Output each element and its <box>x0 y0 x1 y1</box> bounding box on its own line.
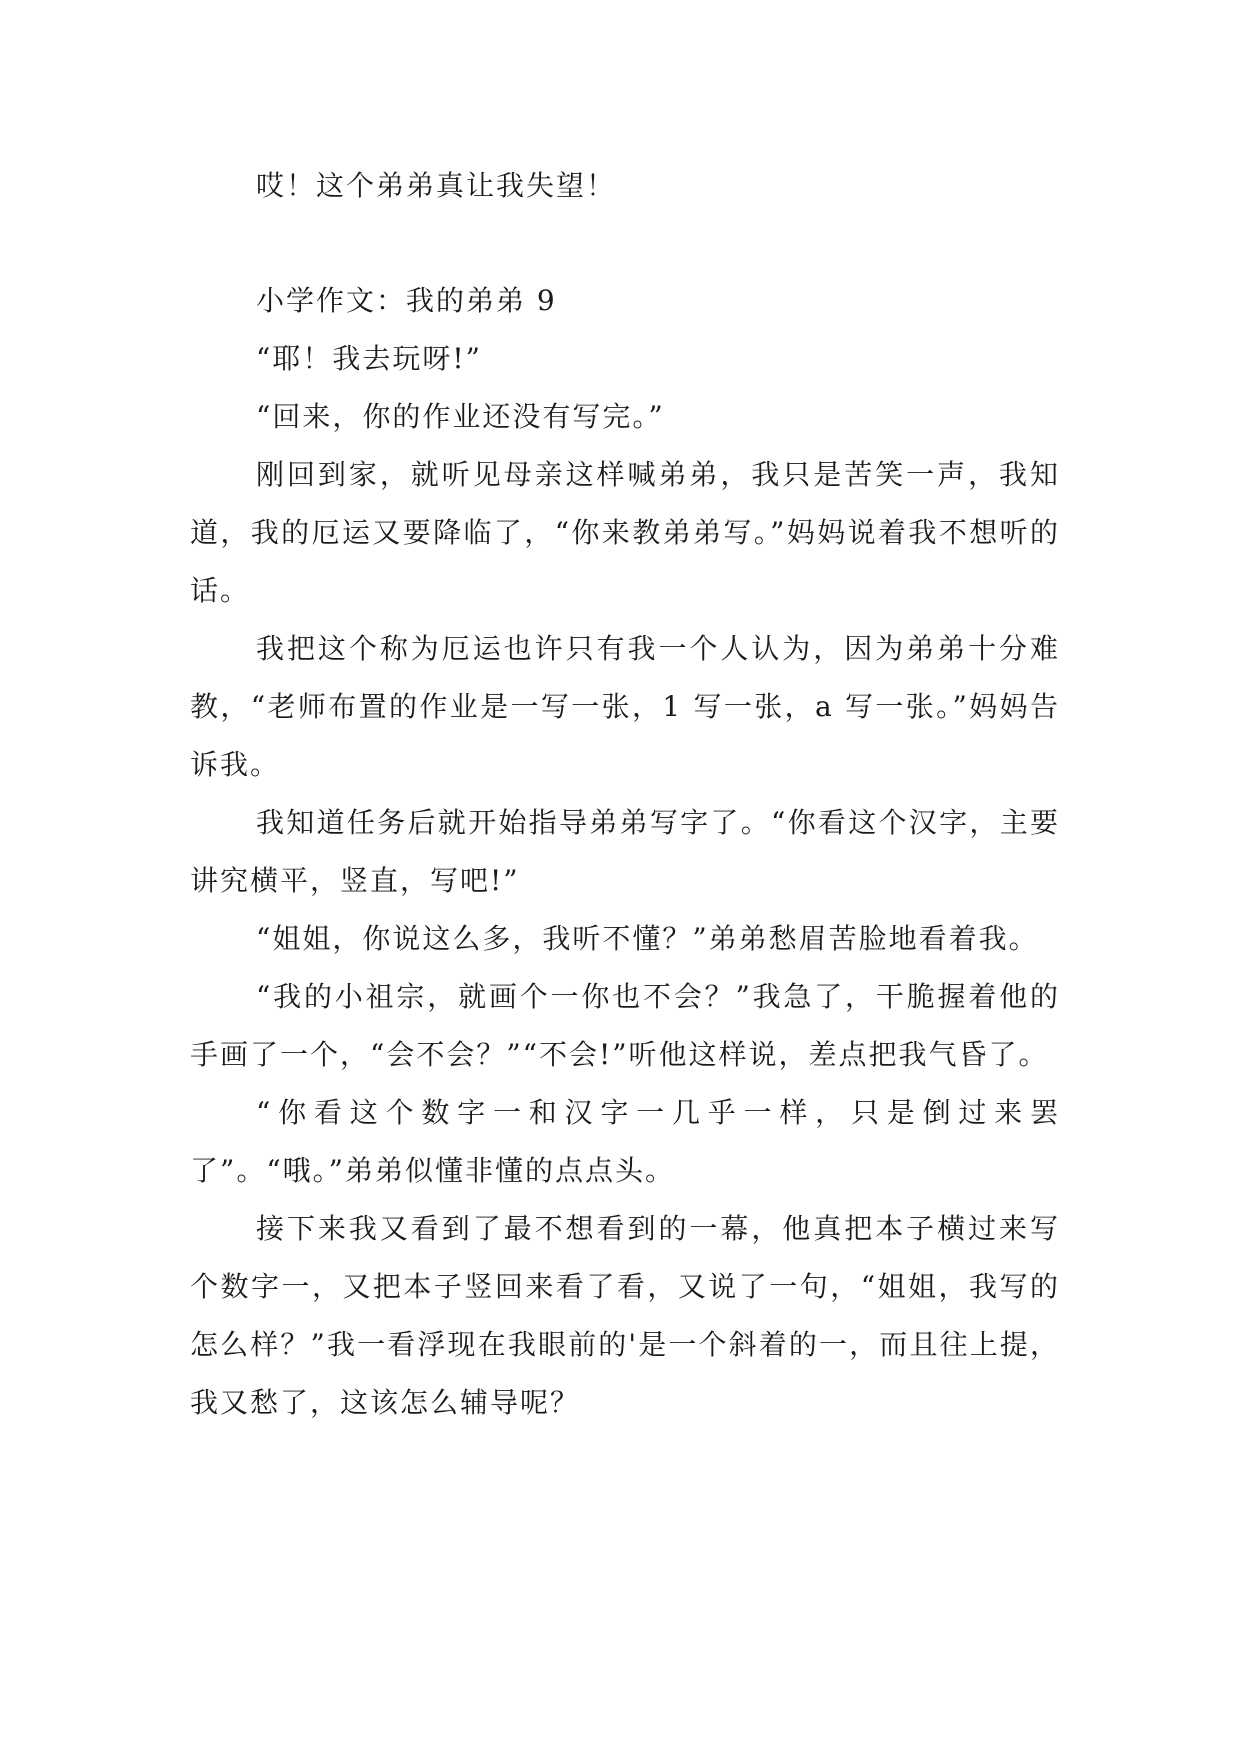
essay-section <box>190 272 1060 1432</box>
opening-section <box>190 157 1060 215</box>
paragraph: 我把这个称为厄运也许只有我一个人认为，因为弟弟十分难教，“老师布置的作业是一写一张，1 写一张，a 写一张。”妈妈告诉我。 <box>190 632 1060 781</box>
paragraph: “姐姐，你说这么多，我听不懂？”弟弟愁眉苦脸地看着我。 <box>256 922 1039 955</box>
paragraph: “耶！我去玩呀!” <box>256 342 482 375</box>
paragraph: “回来，你的作业还没有写完。” <box>256 400 665 433</box>
essay-title: 小学作文：我的弟弟 9 <box>256 284 557 317</box>
paragraph: 我知道任务后就开始指导弟弟写字了。“你看这个汉字，主要讲究横平，竖直，写吧!” <box>190 806 1060 897</box>
paragraph: 接下来我又看到了最不想看到的一幕，他真把本子横过来写个数字一，又把本子竖回来看了看，又说了一句，“姐姐，我写的怎么样？”我一看浮现在我眼前的'是一个斜着的一，而且往上提，我又愁了，这该怎么辅导呢？ <box>190 1212 1060 1419</box>
paragraph: “我的小祖宗，就画个一你也不会？”我急了，干脆握着他的手画了一个，“会不会？”“不会!”听他这样说，差点把我气昏了。 <box>190 980 1060 1071</box>
opening-line: 哎！这个弟弟真让我失望！ <box>256 169 617 202</box>
paragraph: “你看这个数字一和汉字一几乎一样，只是倒过来罢了”。“哦。”弟弟似懂非懂的点点头。 <box>190 1096 1060 1187</box>
paragraph: 刚回到家，就听见母亲这样喊弟弟，我只是苦笑一声，我知道，我的厄运又要降临了，“你来教弟弟写。”妈妈说着我不想听的话。 <box>190 458 1060 607</box>
